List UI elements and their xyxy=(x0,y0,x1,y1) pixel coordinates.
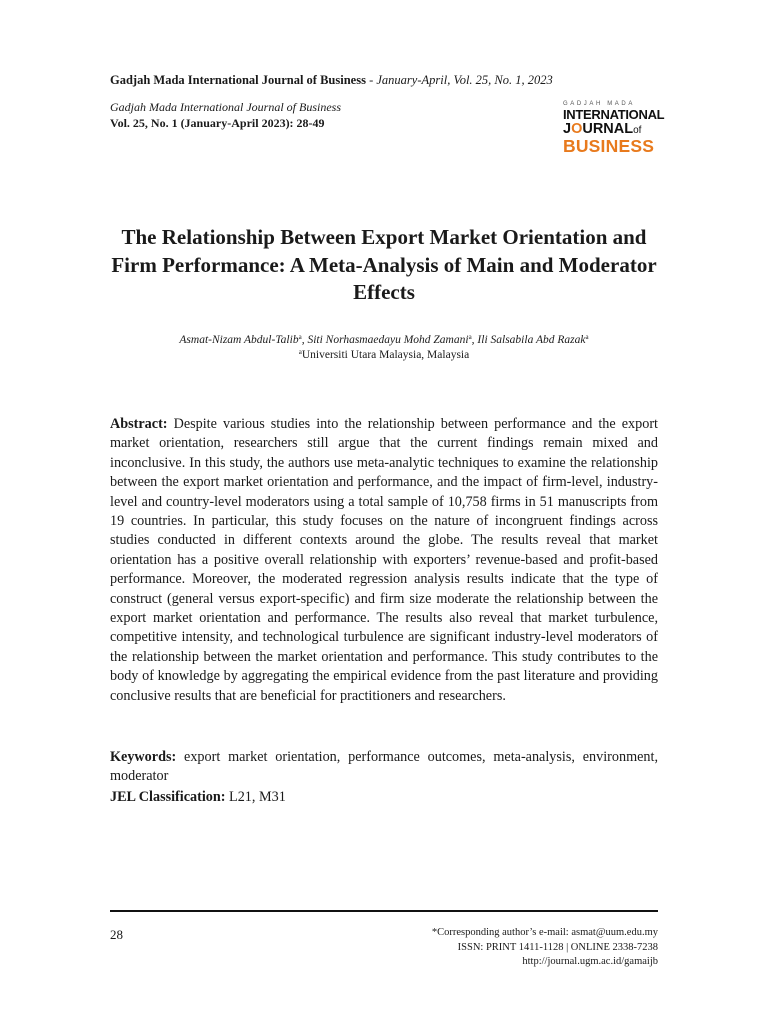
masthead-journal-name: Gadjah Mada International Journal of Business xyxy=(110,100,341,114)
jel-text: L21, M31 xyxy=(225,789,286,805)
running-header xyxy=(110,73,553,88)
author-list xyxy=(110,333,658,346)
author-name: Siti Norhasmaedayu Mohd Zamani xyxy=(307,334,469,346)
abstract-text: Despite various studies into the relationship between performance and the export market orientation, researchers still argue that the current findings remain mixed and inconclusive. In this study, the authors use meta-analytic techniques to examine the relationship between the export market orientation and performance, and the impact of firm-level, industry-level and country-level moderators using a total sample of 10,758 firms in 51 manuscripts from 19 countries. In particular, this study focuses on the nature of incongruent findings across studies conducted in different contexts around the globe. The results reveal that market orientation has a positive overall relationship with exporters’ revenue-based and profit-based performance. Moreover, the moderated regression analysis results indicate that the type of construct (general versus export-specific) and firm size moderate the relationship between the export market orientation and performance. The results also reveal that market turbulence, competitive intensity, and technological turbulence are significant industry-level moderators of the relationship between the market orientation and performance. This study contributes to the body of knowledge by aggregating the empirical evidence from the past literature and providing conclusive results that are beneficial for practitioners and researchers. xyxy=(110,416,658,704)
logo-j: J xyxy=(563,121,572,137)
author-sep: , xyxy=(301,334,308,346)
author-affil-mark: a xyxy=(585,333,589,341)
logo-o: O xyxy=(571,121,583,137)
footer-rule xyxy=(110,910,658,912)
jel-classification xyxy=(110,788,658,807)
abstract-label: Abstract: xyxy=(110,416,168,432)
author-sep: , xyxy=(471,334,478,346)
paper-title: The Relationship Between Export Market Orientation and Firm Performance: A Meta-Analysis of Main and Moderator Effects xyxy=(111,225,657,304)
footer-info xyxy=(330,926,658,970)
author-name: Ili Salsabila Abd Razak xyxy=(477,334,586,346)
affiliation-mark: a xyxy=(298,348,302,356)
corresponding-email: *Corresponding author’s e-mail: asmat@uum.edu.my xyxy=(431,927,658,938)
affiliation-text: Universiti Utara Malaysia, Malaysia xyxy=(301,349,470,361)
author-name: Asmat-Nizam Abdul-Talib xyxy=(179,334,299,346)
affiliation xyxy=(110,348,658,361)
keywords-text: export market orientation, performance outcomes, meta-analysis, environment, moderator xyxy=(110,749,658,785)
logo-of: of xyxy=(633,125,642,136)
logo-urnal: URNAL xyxy=(582,121,634,137)
keywords xyxy=(110,748,658,787)
issn-line: ISSN: PRINT 1411-1128 | ONLINE 2338-7238 xyxy=(457,941,658,953)
abstract xyxy=(110,415,658,706)
header-separator: - xyxy=(365,73,377,87)
keywords-label: Keywords: xyxy=(110,749,177,765)
author-affil-mark: a xyxy=(298,333,302,341)
jel-label: JEL Classification: xyxy=(110,789,226,805)
page-number: 28 xyxy=(110,927,123,942)
journal-logo xyxy=(563,100,663,162)
logo-line1: GADJAH MADA xyxy=(563,101,635,107)
header-journal-name: Gadjah Mada International Journal of Business xyxy=(110,73,366,87)
masthead-volume: Vol. 25, No. 1 (January-April 2023): 28-49 xyxy=(110,116,325,130)
header-issue: January-April, Vol. 25, No. 1, 2023 xyxy=(376,73,553,87)
author-affil-mark: a xyxy=(468,333,472,341)
logo-line4: BUSINESS xyxy=(563,136,655,156)
logo-line2: INTERNATIONAL xyxy=(563,107,665,122)
journal-url: http://journal.ugm.ac.id/gamaijb xyxy=(522,956,658,967)
